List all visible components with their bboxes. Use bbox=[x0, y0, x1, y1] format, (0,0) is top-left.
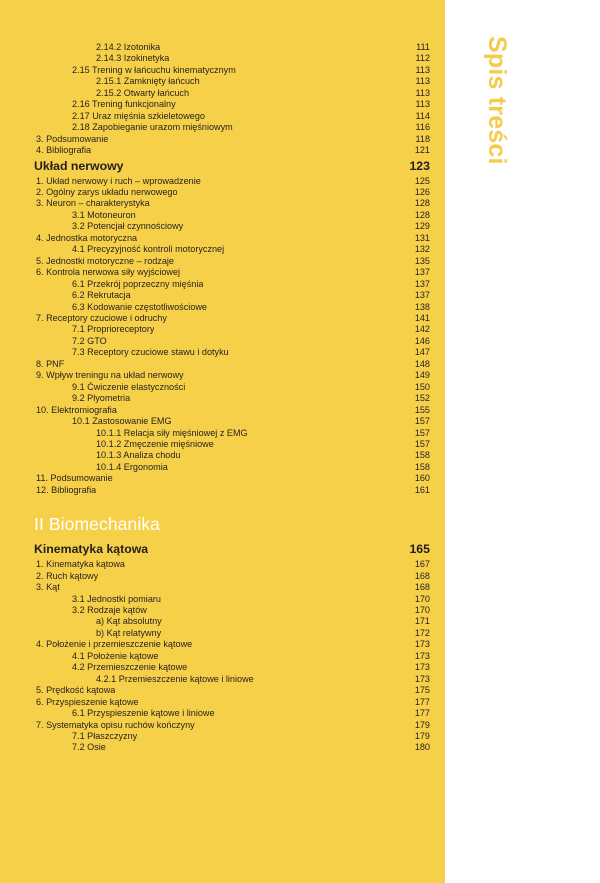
toc-entry-row[interactable] bbox=[30, 313, 430, 324]
toc-entry-row[interactable] bbox=[30, 428, 430, 439]
page-number: 168 bbox=[414, 570, 430, 581]
toc-entry-row[interactable] bbox=[30, 742, 430, 753]
entry-title: 4. Jednostka motoryczna bbox=[36, 232, 138, 243]
entry-title: 2.15.1 Zamknięty łańcuch bbox=[96, 76, 200, 87]
toc-entry-row[interactable] bbox=[30, 145, 430, 156]
toc-entry-row[interactable] bbox=[30, 594, 430, 605]
page-number: 167 bbox=[414, 559, 430, 570]
toc-entry-row[interactable] bbox=[30, 76, 430, 87]
toc-entry-row[interactable] bbox=[30, 462, 430, 473]
page-number: 112 bbox=[415, 53, 430, 64]
side-title-region bbox=[445, 0, 600, 883]
page-number: 168 bbox=[414, 582, 430, 593]
page-number: 177 bbox=[414, 708, 430, 719]
page-number: 158 bbox=[414, 461, 430, 472]
toc-entry-row[interactable] bbox=[30, 99, 430, 110]
toc-entry-row[interactable] bbox=[30, 708, 430, 719]
page-number: 137 bbox=[414, 278, 430, 289]
entry-title: 3.2 Rodzaje kątów bbox=[72, 605, 147, 616]
toc-entry-row[interactable] bbox=[30, 450, 430, 461]
toc-entry-row[interactable] bbox=[30, 720, 430, 731]
entry-title: 7.1 Płaszczyzny bbox=[72, 731, 138, 742]
toc-entry-row[interactable] bbox=[30, 651, 430, 662]
toc-entry-row[interactable] bbox=[30, 582, 430, 593]
page-number: 177 bbox=[414, 696, 430, 707]
entry-title: 3.2 Potencjał czynnościowy bbox=[72, 221, 184, 232]
entry-title: 2.17 Uraz mięśnia szkieletowego bbox=[72, 110, 205, 121]
entry-title: 4.2.1 Przemieszczenie kątowe i liniowe bbox=[96, 673, 254, 684]
entry-title: 6. Kontrola nerwowa siły wyjściowej bbox=[36, 267, 181, 278]
page-number: 113 bbox=[415, 87, 430, 98]
entry-title: 9.1 Ćwiczenie elastyczności bbox=[72, 381, 186, 392]
page-number: 150 bbox=[414, 381, 430, 392]
entry-title: 6.2 Rekrutacja bbox=[72, 290, 131, 301]
entry-title: 3. Podsumowanie bbox=[36, 133, 109, 144]
chapter-title: Układ nerwowy bbox=[34, 158, 124, 173]
toc-entry-row[interactable] bbox=[30, 187, 430, 198]
entry-title: a) Kąt absolutny bbox=[96, 616, 162, 627]
page-number: 114 bbox=[415, 110, 430, 121]
toc-entry-row[interactable] bbox=[30, 42, 430, 53]
page-number: 125 bbox=[414, 175, 430, 186]
page-number: 171 bbox=[414, 616, 430, 627]
toc-entry-list bbox=[30, 42, 430, 754]
toc-entry-row[interactable] bbox=[30, 393, 430, 404]
entry-title: 2.18 Zapobieganie urazom mięśniowym bbox=[72, 122, 233, 133]
entry-title: 10. Elektromiografia bbox=[36, 404, 117, 415]
entry-title: 5. Jednostki motoryczne – rodzaje bbox=[36, 255, 174, 266]
entry-title: 4.1 Położenie kątowe bbox=[72, 650, 159, 661]
toc-entry-row[interactable] bbox=[30, 267, 430, 278]
toc-entry-row[interactable] bbox=[30, 65, 430, 76]
page-number: 135 bbox=[414, 255, 430, 266]
toc-chapter-row[interactable] bbox=[30, 541, 430, 557]
entry-title: 4. Bibliografia bbox=[36, 145, 92, 156]
toc-entry-row[interactable] bbox=[30, 256, 430, 267]
entry-title: 2.14.3 Izokinetyka bbox=[96, 53, 170, 64]
page-number: 157 bbox=[414, 427, 430, 438]
toc-entry-row[interactable] bbox=[30, 731, 430, 742]
page-number: 152 bbox=[414, 393, 430, 404]
entry-title: 9. Wpływ treningu na układ nerwowy bbox=[36, 370, 184, 381]
toc-entry-row[interactable] bbox=[30, 210, 430, 221]
toc-entry-row[interactable] bbox=[30, 336, 430, 347]
entry-title: 3.1 Motoneuron bbox=[72, 209, 136, 220]
entry-title: 10.1.2 Zmęczenie mięśniowe bbox=[96, 438, 214, 449]
page-number: 170 bbox=[414, 593, 430, 604]
page-number: 175 bbox=[414, 685, 430, 696]
entry-title: 7.1 Proprioreceptory bbox=[72, 324, 155, 335]
entry-title: 7.3 Receptory czuciowe stawu i dotyku bbox=[72, 347, 229, 358]
toc-entry-row[interactable] bbox=[30, 111, 430, 122]
entry-title: 1. Kinematyka kątowa bbox=[36, 559, 125, 570]
side-title-spis-tresci: Spis treści bbox=[483, 36, 511, 165]
page-number: 141 bbox=[414, 312, 430, 323]
page-number: 121 bbox=[414, 145, 430, 156]
entry-title: 2.15.2 Otwarty łańcuch bbox=[96, 87, 190, 98]
entry-title: 7. Receptory czuciowe i odruchy bbox=[36, 312, 167, 323]
entry-title: 6.1 Przekrój poprzeczny mięśnia bbox=[72, 278, 204, 289]
page-number: 137 bbox=[414, 290, 430, 301]
entry-title: 3. Neuron – charakterystyka bbox=[36, 198, 150, 209]
toc-entry-row[interactable] bbox=[30, 628, 430, 639]
toc-entry-row[interactable] bbox=[30, 405, 430, 416]
page-number: 172 bbox=[414, 627, 430, 638]
page-number: 170 bbox=[414, 605, 430, 616]
entry-title: 1. Układ nerwowy i ruch – wprowadzenie bbox=[36, 175, 201, 186]
page-number: 113 bbox=[415, 99, 430, 110]
toc-chapter-row[interactable] bbox=[30, 158, 430, 174]
toc-entry-row[interactable] bbox=[30, 279, 430, 290]
entry-title: 6.3 Kodowanie częstotliwościowe bbox=[72, 301, 207, 312]
entry-title: 4.1 Precyzyjność kontroli motorycznej bbox=[72, 244, 225, 255]
entry-title: 12. Bibliografia bbox=[36, 484, 97, 495]
page-number: 131 bbox=[414, 232, 430, 243]
entry-title: 4. Położenie i przemieszczenie kątowe bbox=[36, 639, 193, 650]
entry-title: 3.1 Jednostki pomiaru bbox=[72, 593, 161, 604]
page-number: 111 bbox=[416, 42, 430, 52]
toc-entry-row[interactable] bbox=[30, 616, 430, 627]
entry-title: 10.1.4 Ergonomia bbox=[96, 461, 168, 472]
toc-entry-row[interactable] bbox=[30, 571, 430, 582]
entry-title: 2.16 Trening funkcjonalny bbox=[72, 99, 176, 110]
toc-entry-row[interactable] bbox=[30, 382, 430, 393]
toc-entry-row[interactable] bbox=[30, 439, 430, 450]
page-number: 118 bbox=[415, 133, 430, 144]
toc-entry-row[interactable] bbox=[30, 244, 430, 255]
entry-title: 10.1.1 Relacja siły mięśniowej z EMG bbox=[96, 427, 248, 438]
page-number: 173 bbox=[414, 639, 430, 650]
page-number: 148 bbox=[414, 358, 430, 369]
page-number: 161 bbox=[414, 484, 430, 495]
page-number: 126 bbox=[414, 186, 430, 197]
entry-title: 7. Systematyka opisu ruchów kończyny bbox=[36, 719, 195, 730]
toc-entry-row[interactable] bbox=[30, 134, 430, 145]
toc-entry-row[interactable] bbox=[30, 674, 430, 685]
page-number: 113 bbox=[415, 76, 430, 87]
page-number: 128 bbox=[414, 209, 430, 220]
page-number: 165 bbox=[409, 542, 430, 557]
page-number: 116 bbox=[415, 122, 430, 133]
toc-entry-row[interactable] bbox=[30, 639, 430, 650]
toc-entry-row[interactable] bbox=[30, 605, 430, 616]
toc-entry-row[interactable] bbox=[30, 370, 430, 381]
toc-entry-row[interactable] bbox=[30, 88, 430, 99]
toc-entry-row[interactable] bbox=[30, 559, 430, 570]
toc-entry-row[interactable] bbox=[30, 359, 430, 370]
page-number: 113 bbox=[415, 64, 430, 75]
entry-title: 7.2 Osie bbox=[72, 742, 106, 753]
page-number: 149 bbox=[414, 370, 430, 381]
entry-title: b) Kąt relatywny bbox=[96, 627, 162, 638]
entry-title: 11. Podsumowanie bbox=[36, 473, 113, 484]
toc-entry-row[interactable] bbox=[30, 290, 430, 301]
page-number: 129 bbox=[414, 221, 430, 232]
chapter-title: Kinematyka kątowa bbox=[34, 542, 149, 557]
page-number: 123 bbox=[409, 158, 430, 173]
toc-entry-row[interactable] bbox=[30, 221, 430, 232]
page-number: 155 bbox=[414, 404, 430, 415]
entry-title: 10.1 Zastosowanie EMG bbox=[72, 416, 172, 427]
entry-title: 4.2 Przemieszczenie kątowe bbox=[72, 662, 188, 673]
page-number: 180 bbox=[414, 742, 430, 753]
page-number: 157 bbox=[414, 438, 430, 449]
page-number: 173 bbox=[414, 662, 430, 673]
page-number: 142 bbox=[414, 324, 430, 335]
toc-entry-row[interactable] bbox=[30, 485, 430, 496]
entry-title: 2. Ogólny zarys układu nerwowego bbox=[36, 186, 178, 197]
page-number: 132 bbox=[414, 244, 430, 255]
page-number: 158 bbox=[414, 450, 430, 461]
page-number: 157 bbox=[414, 416, 430, 427]
entry-title: 2.14.2 Izotonika bbox=[96, 42, 161, 52]
entry-title: 9.2 Plyometria bbox=[72, 393, 131, 404]
toc-entry-row[interactable] bbox=[30, 347, 430, 358]
entry-title: 7.2 GTO bbox=[72, 335, 107, 346]
toc-entry-row[interactable] bbox=[30, 324, 430, 335]
entry-title: 3. Kąt bbox=[36, 582, 60, 593]
page-number: 146 bbox=[414, 335, 430, 346]
entry-title: 6. Przyspieszenie kątowe bbox=[36, 696, 139, 707]
page-number: 179 bbox=[414, 719, 430, 730]
page-number: 173 bbox=[414, 650, 430, 661]
page-number: 160 bbox=[414, 473, 430, 484]
page-number: 138 bbox=[414, 301, 430, 312]
toc-entry-row[interactable] bbox=[30, 122, 430, 133]
toc-entry-row[interactable] bbox=[30, 233, 430, 244]
entry-title: 5. Prędkość kątowa bbox=[36, 685, 116, 696]
toc-entry-row[interactable] bbox=[30, 53, 430, 64]
toc-entry-row[interactable] bbox=[30, 473, 430, 484]
entry-title: 6.1 Przyspieszenie kątowe i liniowe bbox=[72, 708, 215, 719]
entry-title: 10.1.3 Analiza chodu bbox=[96, 450, 181, 461]
part-heading: II Biomechanika bbox=[34, 514, 161, 535]
entry-title: 2. Ruch kątowy bbox=[36, 570, 99, 581]
toc-entry-row[interactable] bbox=[30, 416, 430, 427]
toc-entry-row[interactable] bbox=[30, 302, 430, 313]
entry-title: 2.15 Trening w łańcuchu kinematycznym bbox=[72, 64, 236, 75]
page-number: 137 bbox=[414, 267, 430, 278]
entry-title: 8. PNF bbox=[36, 358, 65, 369]
toc-entry-row[interactable] bbox=[30, 662, 430, 673]
toc-entry-row[interactable] bbox=[30, 198, 430, 209]
toc-entry-row[interactable] bbox=[30, 176, 430, 187]
page-number: 173 bbox=[414, 673, 430, 684]
page-number: 179 bbox=[414, 731, 430, 742]
toc-entry-row[interactable] bbox=[30, 685, 430, 696]
page-number: 128 bbox=[414, 198, 430, 209]
toc-entry-row[interactable] bbox=[30, 697, 430, 708]
page-number: 147 bbox=[414, 347, 430, 358]
